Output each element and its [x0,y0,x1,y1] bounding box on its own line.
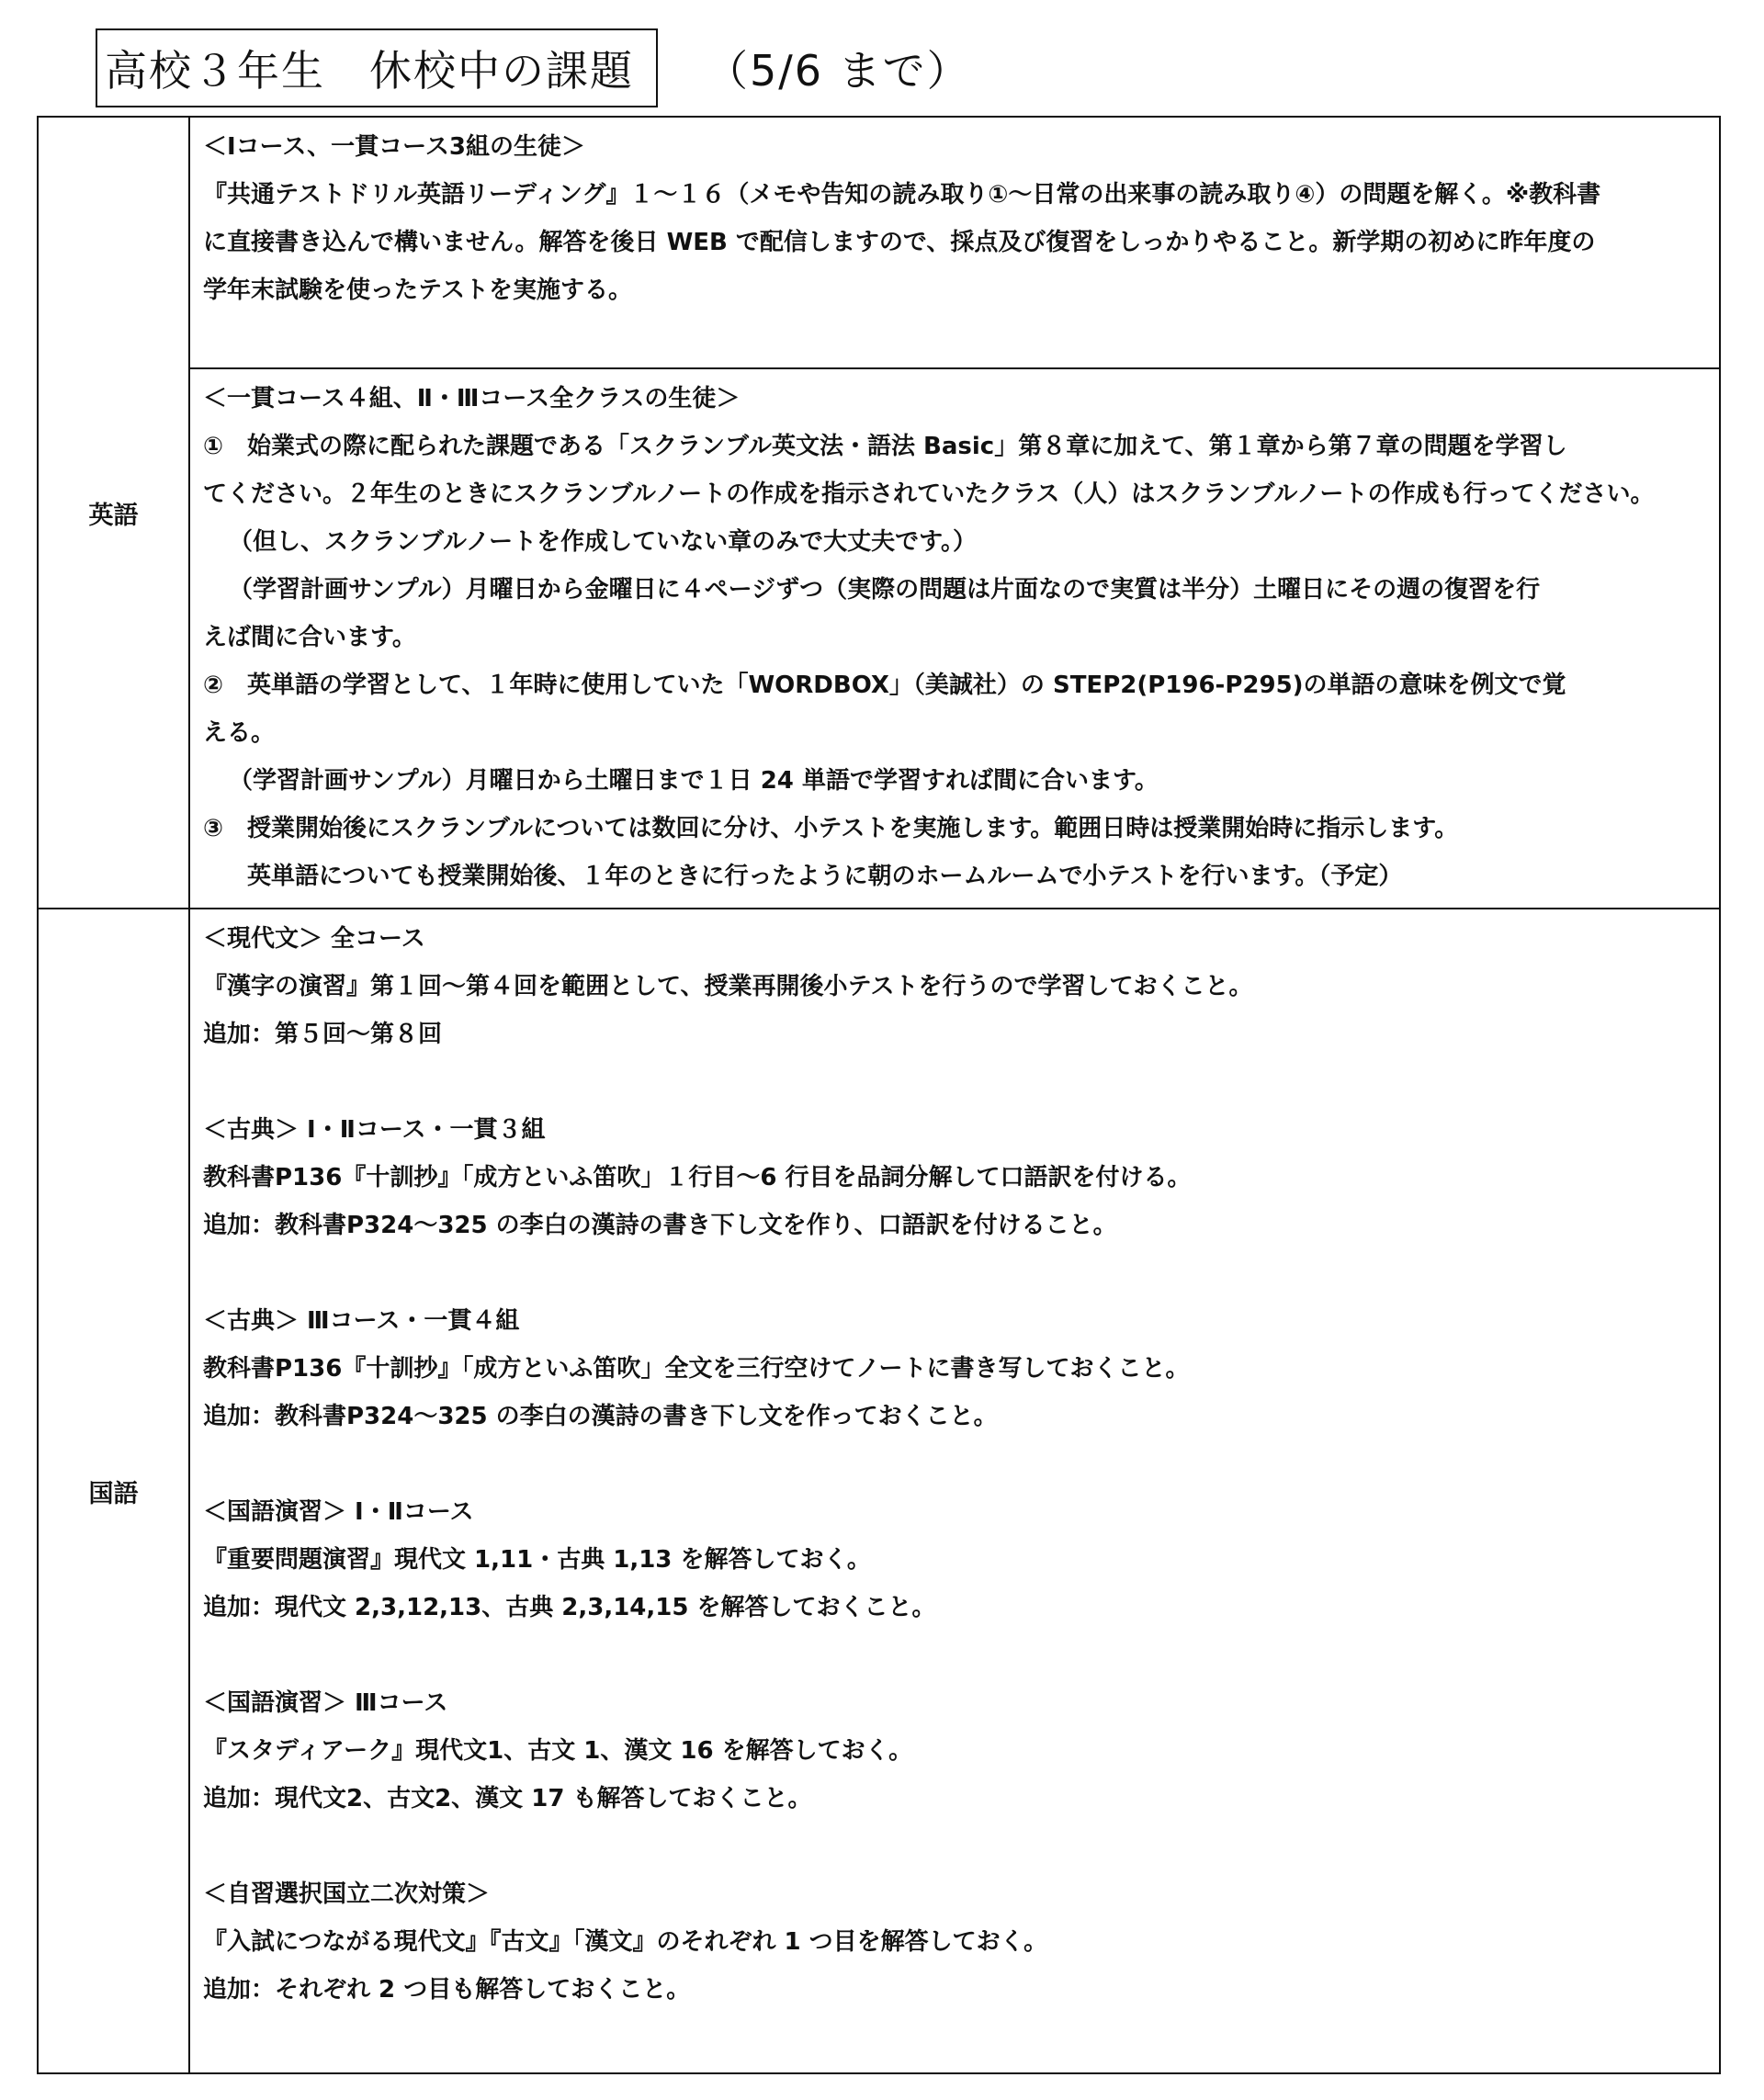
spacer [203,1631,1706,1679]
text-line: える。 [203,719,276,747]
section-heading: ＜古典＞ Ⅰ・Ⅱコース・一貫３組 [203,1116,546,1144]
spacer [203,1823,1706,1870]
page-header [96,26,971,110]
text-line: 教科書P136『十訓抄』「成方といふ笛吹」全文を三行空けてノートに書き写しておくこと。 [203,1355,1190,1383]
table-row [38,117,1720,368]
text-line: 『漢字の演習』第１回～第４回を範囲として、授業再開後小テストを行うので学習しておくこと。 [203,973,1253,1000]
text-line: えば間に合います。 [203,624,416,651]
spacer [203,1440,1706,1488]
text-line: 追加：第５回～第８回 [203,1021,443,1048]
text-line: 追加：現代文2、古文2、漢文 17 も解答しておくこと。 [203,1785,812,1812]
text-line: 『入試につながる現代文』『古文』「漢文』のそれぞれ 1 つ目を解答しておく。 [203,1928,1048,1956]
subject-japanese: 国語 [38,909,189,2073]
table-row [38,909,1720,2073]
text-line: 追加：教科書P324～325 の李白の漢詩の書き下し文を作り、口語訳を付けること。 [203,1212,1117,1239]
japanese-section [189,909,1720,2073]
text-line: 『重要問題演習』現代文 1,11・古典 1,13 を解答しておく。 [203,1546,871,1574]
spacer [203,1249,1706,1297]
text-line: 追加：教科書P324～325 の李白の漢詩の書き下し文を作っておくこと。 [203,1403,998,1430]
section-heading: ＜一貫コース４組、Ⅱ・Ⅲコース全クラスの生徒＞ [203,385,741,412]
spacer [203,1058,1706,1106]
text-line: （学習計画サンプル）月曜日から金曜日に４ページずつ（実際の問題は片面なので実質は半分）土曜日にその週の復習を行 [229,576,1541,604]
text-line: （学習計画サンプル）月曜日から土曜日まで１日 24 単語で学習すれば間に合います。 [229,767,1159,795]
section-heading: ＜自習選択国立二次対策＞ [203,1880,491,1908]
assignments-table [37,116,1721,2074]
text-line: 『スタディアーク』現代文1、古文 1、漢文 16 を解答しておく。 [203,1737,913,1765]
text-line: 教科書P136『十訓抄』「成方といふ笛吹」１行目～6 行目を品詞分解して口語訳を付ける。 [203,1164,1192,1191]
section-heading: ＜Ⅰコース、一貫コース3組の生徒＞ [203,133,585,161]
table-row [38,368,1720,909]
english-section-1 [189,117,1720,368]
text-line: 『共通テストドリル英語リーディング』１～１６（メモや告知の読み取り①～日常の出来事の読み取り④）の問題を解く。※教科書 [203,181,1601,209]
section-heading: ＜現代文＞ 全コース [203,925,425,953]
text-line: てください。２年生のときにスクランブルノートの作成を指示されていたクラス（人）はスクランブルノートの作成も行ってください。 [203,480,1655,508]
text-line: 追加：現代文 2,3,12,13、古典 2,3,14,15 を解答しておくこと。 [203,1594,936,1621]
text-line: 追加：それぞれ 2 つ目も解答しておくこと。 [203,1976,691,2004]
subject-english: 英語 [38,117,189,909]
english-section-2 [189,368,1720,909]
text-line: （但し、スクランブルノートを作成していない章のみで大丈夫です。） [229,528,978,556]
text-line: ② 英単語の学習として、１年時に使用していた「WORDBOX」（美誠社）の STEP2(P196-P295)の単語の意味を例文で覚 [203,672,1566,699]
section-heading: ＜国語演習＞ Ⅰ・Ⅱコース [203,1498,474,1526]
text-line: ③ 授業開始後にスクランブルについては数回に分け、小テストを実施します。範囲日時は授業開始時に指示します。 [203,815,1459,842]
section-heading: ＜古典＞ Ⅲコース・一貫４組 [203,1307,520,1335]
text-line: 英単語についても授業開始後、１年のときに行ったように朝のホームルームで小テストを行います。（予定） [247,863,1403,890]
text-line: ① 始業式の際に配られた課題である「スクランブル英文法・語法 Basic」第８章に加えて、第１章から第７章の問題を学習し [203,433,1567,460]
page-title: 高校３年生 休校中の課題 [96,28,658,107]
text-line: 学年末試験を使ったテストを実施する。 [203,277,632,304]
deadline-label: （5/6 まで） [706,46,971,96]
text-line: に直接書き込んで構いません。解答を後日 WEB で配信しますので、採点及び復習をしっかりやること。新学期の初めに昨年度の [203,229,1596,256]
section-heading: ＜国語演習＞ Ⅲコース [203,1689,448,1717]
